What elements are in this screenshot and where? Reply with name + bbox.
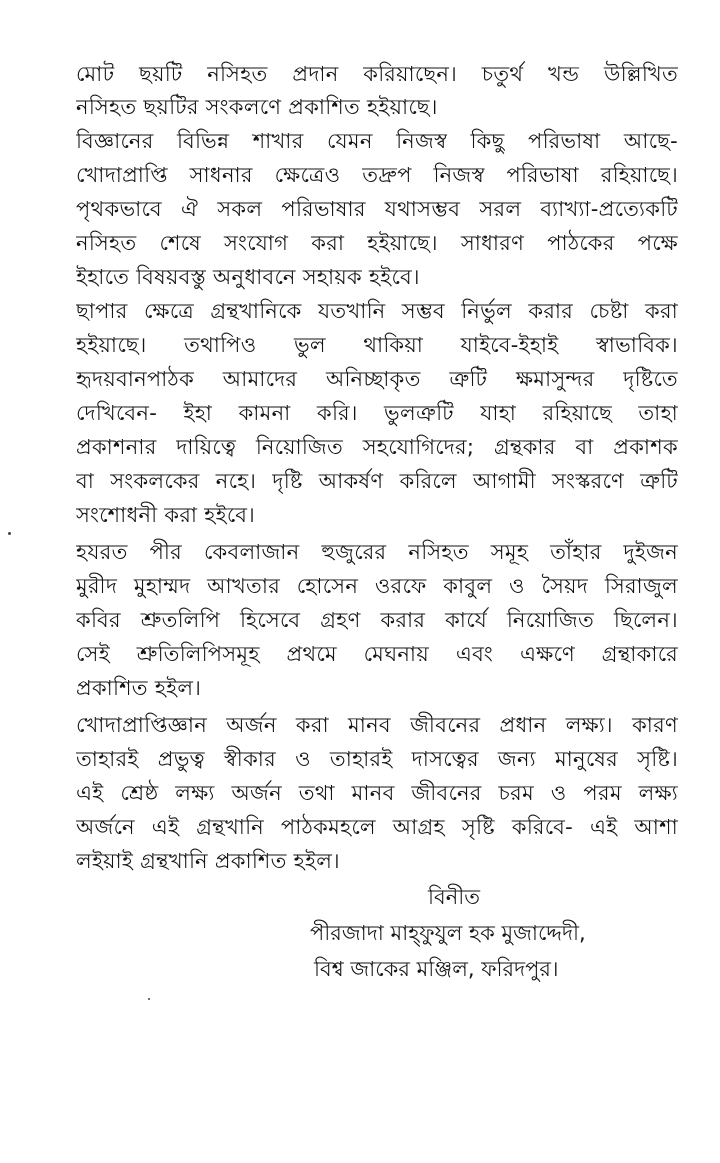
- text-line: বা সংকলকের নহে। দৃষ্টি আকর্ষণ করিলে আগামী সংস্করণে ত্রুটি: [76, 469, 678, 493]
- text-line: পৃথকভাবে ঐ সকল পরিভাষার যথাসম্ভব সরল ব্যাখ্যা-প্রত্যেকটি: [76, 197, 678, 221]
- text-line: নসিহত শেষে সংযোগ করা হইয়াছে। সাধারণ পাঠকের পক্ষে: [76, 231, 678, 255]
- text-line: হৃদয়বানপাঠক আমাদের অনিচ্ছাকৃত ত্রুটি ক্ষমাসুন্দর দৃষ্টিতে: [76, 367, 678, 391]
- text-line: সেই শ্রুতিলিপিসমূহ প্রথমে মেঘনায় এবং এক্ষণে গ্রন্থাকারে: [76, 642, 678, 666]
- text-line: প্রকাশনার দায়িত্বে নিয়োজিত সহযোগিদের; গ্রন্থকার বা প্রকাশক: [76, 435, 678, 459]
- print-speck: [148, 998, 150, 1000]
- text-line: হইয়াছে। তথাপিও ভুল থাকিয়া যাইবে-ইহাই স্বাভাবিক।: [76, 333, 678, 357]
- text-line: হযরত পীর কেবলাজান হুজুরের নসিহত সমূহ তাঁহার দুইজন: [76, 540, 678, 564]
- text-line: খোদাপ্রাপ্তি সাধনার ক্ষেত্রেও তদ্রুপ নিজস্ব পরিভাষা রহিয়াছে।: [76, 163, 678, 187]
- text-line: বিজ্ঞানের বিভিন্ন শাখার যেমন নিজস্ব কিছু পরিভাষা আছে-: [76, 129, 678, 153]
- signature-address: বিশ্ব জাকের মঞ্জিল, ফরিদপুর।: [314, 957, 559, 981]
- text-line: ছাপার ক্ষেত্রে গ্রন্থখানিকে যতখানি সম্ভব নির্ভুল করার চেষ্টা করা: [76, 299, 678, 323]
- text-line: খোদাপ্রাপ্তিজ্ঞান অর্জন করা মানব জীবনের প্রধান লক্ষ্য। কারণ: [76, 713, 678, 737]
- text-line: এই শ্রেষ্ঠ লক্ষ্য অর্জন তথা মানব জীবনের চরম ও পরম লক্ষ্য: [76, 781, 678, 805]
- signature-closing: বিনীত: [428, 885, 480, 909]
- signature-name: পীরজাদা মাহ্ফুযুল হক মুজাদ্দেদী,: [310, 921, 586, 945]
- print-speck: [8, 532, 11, 535]
- text-line: দেখিবেন- ইহা কামনা করি। ভুলত্রুটি যাহা রহিয়াছে তাহা: [76, 401, 678, 425]
- text-line: নসিহত ছয়টির সংকলণে প্রকাশিত হইয়াছে।: [76, 95, 438, 119]
- text-line: মুরীদ মুহাম্মদ আখতার হোসেন ওরফে কাবুল ও সৈয়দ সিরাজুল: [76, 574, 678, 598]
- text-line: মোট ছয়টি নসিহত প্রদান করিয়াছেন। চতুর্থ খন্ড উল্লিখিত: [76, 62, 678, 86]
- text-line: অর্জনে এই গ্রন্থখানি পাঠকমহলে আগ্রহ সৃষ্টি করিবে- এই আশা: [76, 815, 678, 839]
- text-line: কবির শ্রুতলিপি হিসেবে গ্রহণ করার কার্যে নিয়োজিত ছিলেন।: [76, 608, 678, 632]
- text-line: তাহারই প্রভুত্ব স্বীকার ও তাহারই দাসত্বের জন্য মানুষের সৃষ্টি।: [76, 747, 678, 771]
- text-line: সংশোধনী করা হইবে।: [76, 503, 256, 527]
- text-line: প্রকাশিত হইল।: [76, 676, 202, 700]
- text-line: ইহাতে বিষয়বস্তু অনুধাবনে সহায়ক হইবে।: [76, 265, 420, 289]
- text-line: লইয়াই গ্রন্থখানি প্রকাশিত হইল।: [76, 849, 340, 873]
